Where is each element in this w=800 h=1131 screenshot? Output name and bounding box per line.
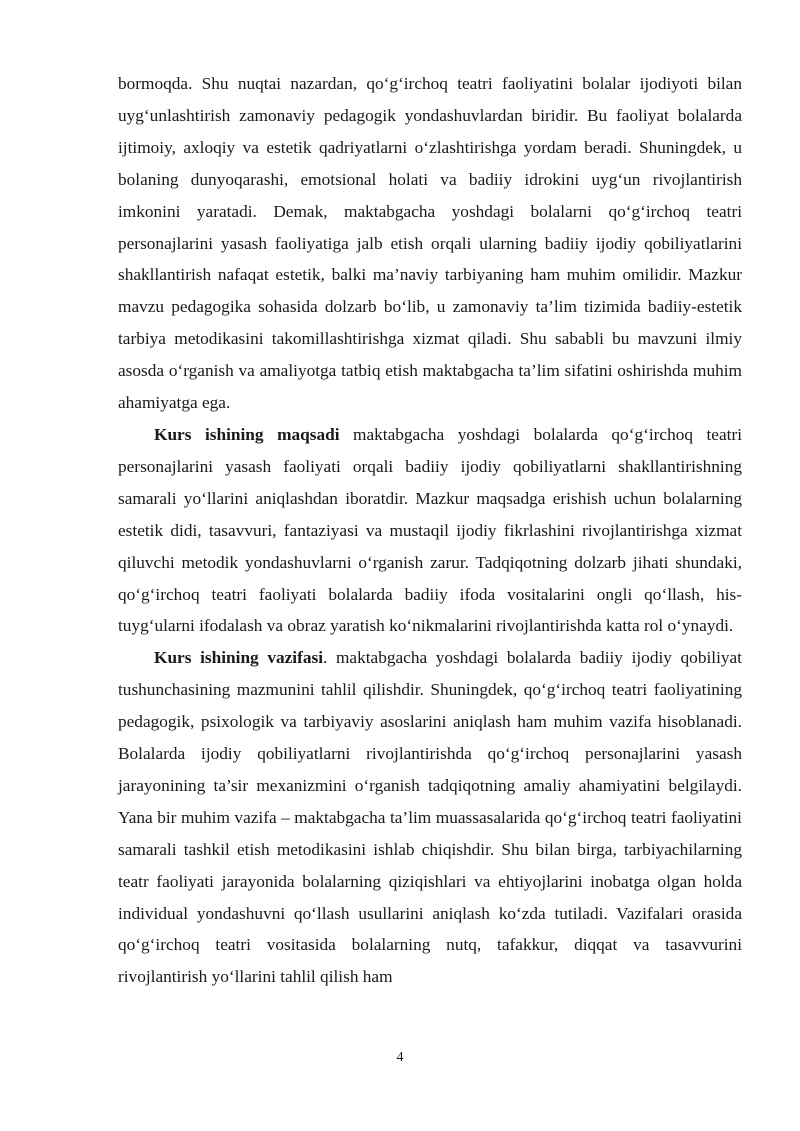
paragraph-lead-goal: Kurs ishining maqsadi <box>154 424 340 444</box>
paragraph-lead-tasks: Kurs ishining vazifasi <box>154 648 324 668</box>
paragraph-text: bormoqda. Shu nuqtai nazardan, qo‘g‘irchoq teatri faoliyatini bolalar ijodiyoti bilan uyg‘unlashtirish zamonaviy pedagogik yondashuvlardan biridir. Bu faoliyat bolalarda ijtimoiy, axloqiy va estetik qadriyatlarni o‘zlashtirishga yordam beradi. Shuningdek, u bolaning dunyoqarashi, emotsional holati va badiiy idrokini uyg‘un rivojlantirish imkonini yaratadi. Demak, maktabgacha yoshdagi bolalarni qo‘g‘irchoq teatri personajlarini yasash faoliyatiga jalb etish orqali ularning badiiy ijodiy qobiliyatlarini shakllantirish nafaqat estetik, balki ma’naviy tarbiyaning ham muhim omilidir. Mazkur mavzu pedagogika sohasida dolzarb bo‘lib, u zamonaviy ta’lim tizimida badiiy-estetik tarbiya metodikasini takomillashtirishga xizmat qiladi. Shu sababli bu mavzuni ilmiy asosda o‘rganish va amaliyotga tatbiq etish maktabgacha ta’lim sifatini oshirishda muhim ahamiyatga ega. <box>118 74 742 413</box>
page-body <box>118 68 742 993</box>
paragraph-goal <box>118 419 742 642</box>
paragraph-intro-continuation <box>118 68 742 419</box>
paragraph-tasks <box>118 642 742 993</box>
paragraph-text: . maktabgacha yoshdagi bolalarda badiiy ijodiy qobiliyat tushunchasining mazmunini tahlil qilishdir. Shuningdek, qo‘g‘irchoq teatri faoliyatining pedagogik, psixologik va tarbiyaviy asoslarini aniqlash ham muhim vazifa hisoblanadi. Bolalarda ijodiy qobiliyatlarni rivojlantirishda qo‘g‘irchoq personajlarini yasash jarayonining ta’sir mexanizmini o‘rganish tadqiqotning amaliy ahamiyatini belgilaydi. Yana bir muhim vazifa – maktabgacha ta’lim muassasalarida qo‘g‘irchoq teatri faoliyatini samarali tashkil etish metodikasini ishlab chiqishdir. Shu bilan birga, tarbiyachilarning teatr faoliyati jarayonida bolalarning qiziqishlari va ehtiyojlarini inobatga olgan holda individual yondashuvni qo‘llash usullarini aniqlash ko‘zda tutiladi. Vazifalari orasida qo‘g‘irchoq teatri vositasida bolalarning nutq, tafakkur, diqqat va tasavvurini rivojlantirish yo‘llarini tahlil qilish ham <box>118 648 742 987</box>
paragraph-text: maktabgacha yoshdagi bolalarda qo‘g‘irchoq teatri personajlarini yasash faoliyati orqali badiiy ijodiy qobiliyatlarni shakllantirishning samarali yo‘llarini aniqlashdan iboratdir. Mazkur maqsadga erishish uchun bolalarning estetik didi, tasavvuri, fantaziyasi va mustaqil ijodiy fikrlashini rivojlantirishga xizmat qiluvchi metodik yondashuvlarni o‘rganish zarur. Tadqiqotning dolzarb jihati shundaki, qo‘g‘irchoq teatri faoliyati bolalarda badiiy ifoda vositalarini ongli qo‘llash, his-tuyg‘ularni ifodalash va obraz yaratish ko‘nikmalarini rivojlantirishda katta rol o‘ynaydi. <box>118 424 743 636</box>
page-number: 4 <box>396 1050 404 1065</box>
